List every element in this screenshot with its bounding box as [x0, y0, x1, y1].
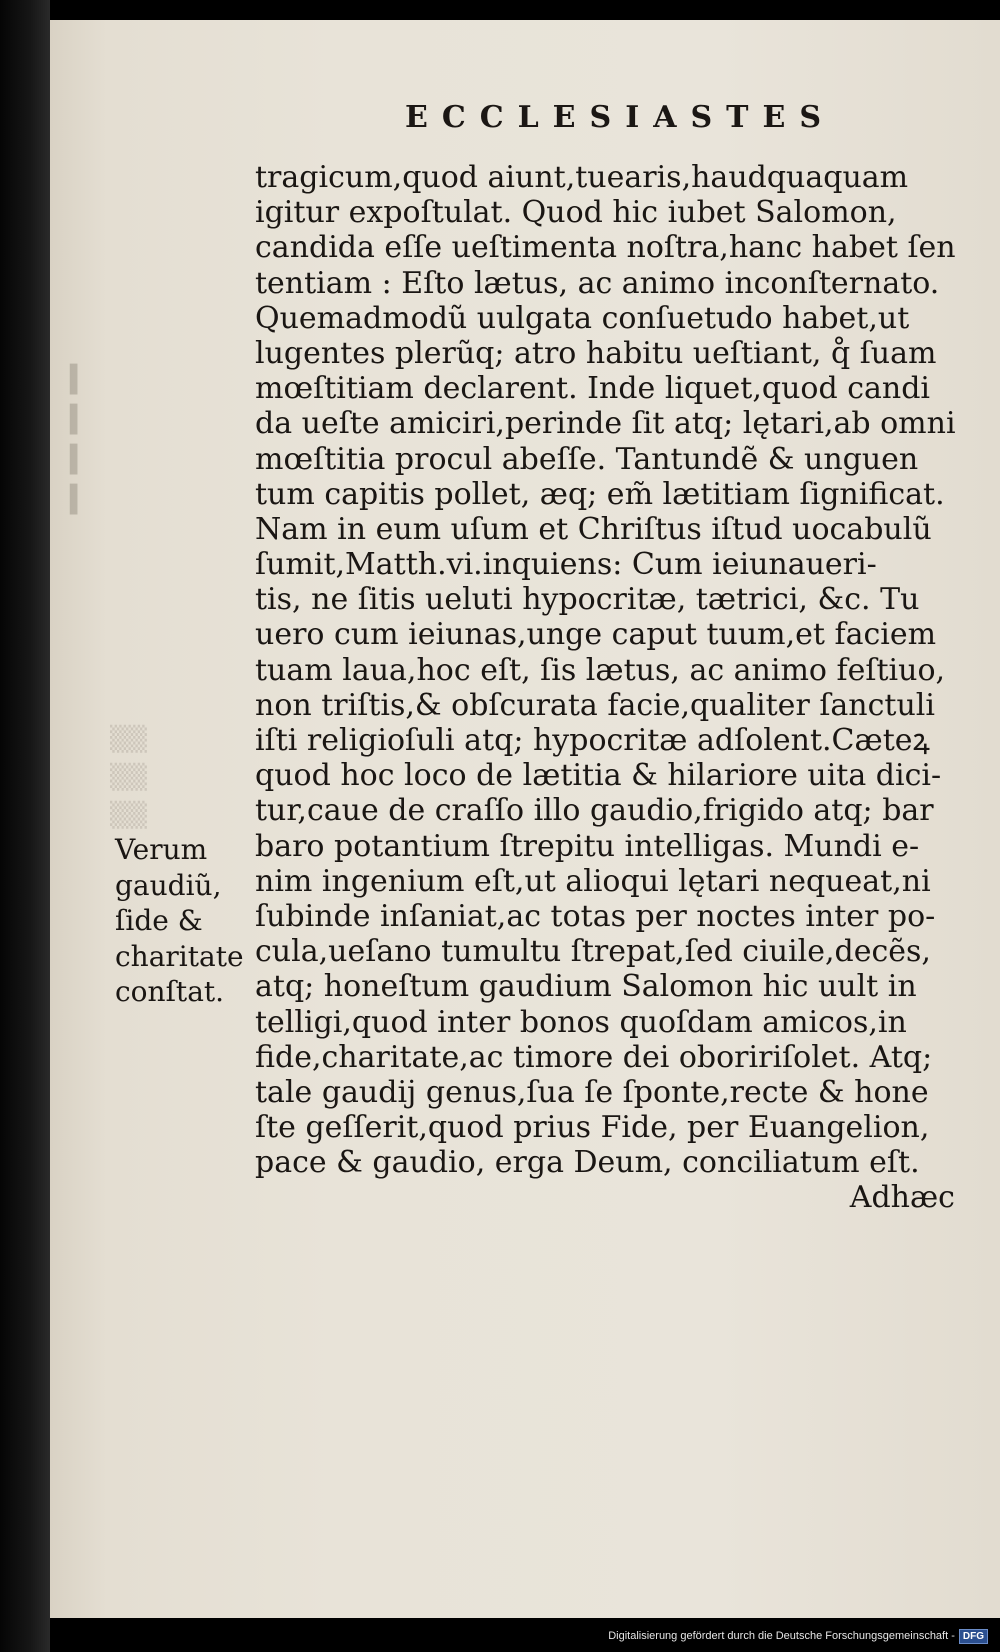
- text-line: quod hoc loco de lætitia & hilariore uita dici-: [255, 758, 942, 794]
- text-line: fide,charitate,ac timore dei oboririſolet. Atq;: [255, 1039, 933, 1075]
- main-text-block: [255, 160, 955, 1216]
- catchword: Adhæc: [849, 1180, 955, 1216]
- text-line: tur,caue de craſſo illo gaudio,frigido atq; bar: [255, 793, 934, 829]
- book-spine-edge: [0, 0, 50, 1652]
- text-line: lugentes plerũq; atro habitu ueſtiant, q̊ ſuam: [255, 335, 937, 371]
- text-line: candida eſſe ueſtimenta noſtra,hanc habet ſen: [255, 230, 956, 266]
- marginal-note-line: ſide &: [115, 904, 203, 937]
- text-line: iſti religioſuli atq; hypocritæ adſolent.Cæteꝝ: [255, 723, 930, 758]
- text-line: mœſtitiam declarent. Inde liquet,quod candi: [255, 371, 931, 407]
- text-line: ſte geſſerit,quod prius Fide, per Euangelion,: [255, 1110, 930, 1146]
- text-line: ſubinde inſaniat,ac totas per noctes inter po-: [255, 898, 936, 934]
- text-line: baro potantium ſtrepitu intelligas. Mundi e-: [255, 828, 920, 864]
- text-line: cula,ueſano tumultu ſtrepat,ſed ciuile,decẽs,: [255, 934, 931, 970]
- marginal-note-line: conſtat.: [115, 975, 225, 1008]
- text-line: non triſtis,& obſcurata facie,qualiter ſanctuli: [255, 687, 935, 723]
- marginal-note: [115, 832, 255, 1010]
- marginal-note-line: Verum: [115, 833, 208, 866]
- footer-credit-text: Digitalisierung gefördert durch die Deutsche Forschungsgemeinschaft -: [608, 1630, 955, 1642]
- text-line: pace & gaudio, erga Deum, conciliatum eſt.: [255, 1145, 920, 1181]
- text-line: Quemadmodũ uulgata conſuetudo habet,ut: [255, 300, 910, 336]
- text-line: mœſtitia procul abeſſe. Tantundẽ & unguen: [255, 441, 919, 477]
- text-line: tuam laua,hoc eſt, ſis lætus, ac animo feſtiuo,: [255, 652, 946, 688]
- bleed-through-left: ▍ ▍ ▍ ▍: [70, 365, 90, 515]
- text-line: tum capitis pollet, æq; em̃ lætitiam ſignificat.: [255, 476, 945, 512]
- text-line: uero cum ieiunas,unge caput tuum,et faciem: [255, 617, 937, 653]
- running-head: ECCLESIASTES: [404, 100, 836, 135]
- text-line: igitur expoſtulat. Quod hic iubet Salomon,: [255, 195, 897, 231]
- book-page: [50, 20, 1000, 1618]
- dfg-logo-icon: DFG: [959, 1629, 988, 1644]
- text-line: ſumit,Matth.vi.inquiens: Cum ieiunaueri-: [255, 547, 877, 583]
- marginal-note-line: gaudiũ,: [115, 868, 222, 902]
- text-line: da ueſte amiciri,perinde ſit atq; lętari,ab omni: [255, 406, 956, 442]
- bleed-through-margin: ▒▒ ▒▒ ▒▒: [110, 725, 147, 829]
- text-line: telligi,quod inter bonos quoſdam amicos,in: [255, 1004, 907, 1040]
- text-line: atq; honeſtum gaudium Salomon hic uult in: [255, 969, 917, 1005]
- text-line: tale gaudij genus,ſua ſe ſponte,recte & hone: [255, 1074, 929, 1110]
- text-line: tentiam : Eſto lætus, ac animo inconſternato.: [255, 265, 940, 301]
- marginal-note-line: charitate: [115, 939, 244, 973]
- digitization-footer: [608, 1624, 988, 1648]
- text-line: nim ingenium eſt,ut alioqui lętari nequeat,ni: [255, 863, 931, 899]
- text-line: Nam in eum uſum et Chriſtus iſtud uocabulũ: [255, 511, 932, 547]
- text-line: tis, ne ſitis ueluti hypocritæ, tætrici, &c. Tu: [255, 582, 920, 618]
- text-line: tragicum,quod aiunt,tuearis,haudquaquam: [255, 160, 909, 195]
